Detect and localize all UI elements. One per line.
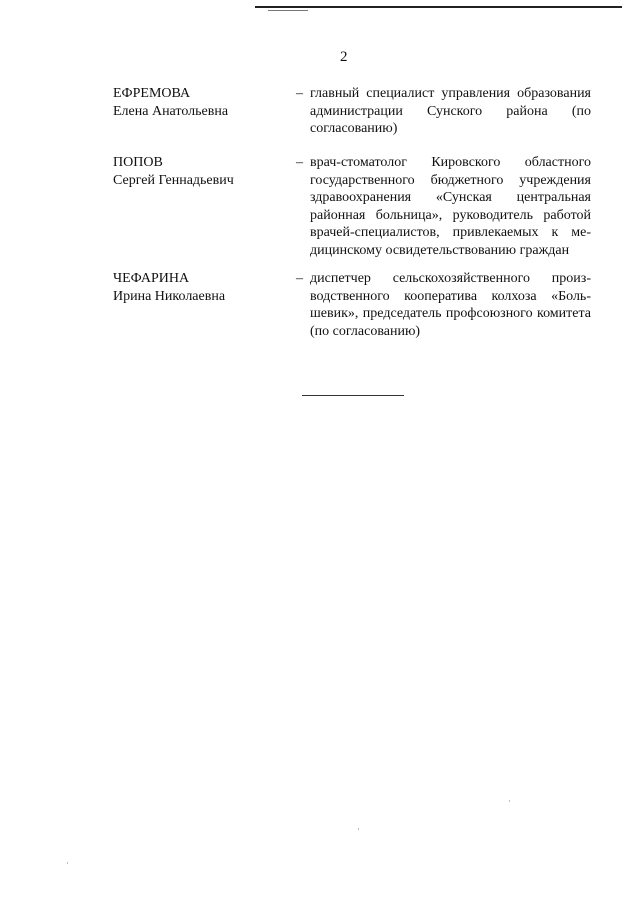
member-surname: ЕФРЕМОВА bbox=[113, 86, 191, 101]
member-list bbox=[113, 85, 591, 342]
member-given-names: Сергей Геннадьевич bbox=[113, 172, 234, 188]
member-role: диспетчер сельскохозяйственного производственного кооператива колхоза «Большевик», председатель профсоюзного комитета (по согласованию) bbox=[310, 271, 591, 339]
scan-speck bbox=[358, 828, 359, 830]
member-name bbox=[113, 154, 283, 189]
member-surname: ЧЕФАРИНА bbox=[113, 271, 190, 286]
scan-speck bbox=[67, 862, 68, 864]
member-role: главный специалист управления образования администрации Сунского района (по согласованию) bbox=[310, 86, 591, 136]
scan-speck bbox=[509, 800, 510, 802]
header-rule-thin bbox=[268, 10, 308, 11]
member-given-names: Елена Анатольевна bbox=[113, 103, 229, 119]
member-role: врач-стоматолог Кировского областного государственного бюджетного учреждения здравоохранения «Сунская центральная районная больница», руководитель работой врачей-специалистов, привлекаемых к медицинскому освидетельствованию граждан bbox=[310, 155, 591, 258]
end-of-list-rule bbox=[302, 395, 404, 396]
header-rule bbox=[255, 6, 622, 8]
member-row bbox=[113, 85, 591, 136]
member-dash: – bbox=[296, 271, 303, 286]
member-row bbox=[113, 270, 591, 342]
member-dash: – bbox=[296, 86, 303, 101]
member-surname: ПОПОВ bbox=[113, 155, 163, 170]
member-row bbox=[113, 154, 591, 258]
member-given-names: Ирина Николаевна bbox=[113, 288, 226, 304]
page-number: 2 bbox=[340, 49, 348, 65]
member-name bbox=[113, 270, 283, 305]
member-dash: – bbox=[296, 155, 303, 170]
member-name bbox=[113, 85, 283, 120]
